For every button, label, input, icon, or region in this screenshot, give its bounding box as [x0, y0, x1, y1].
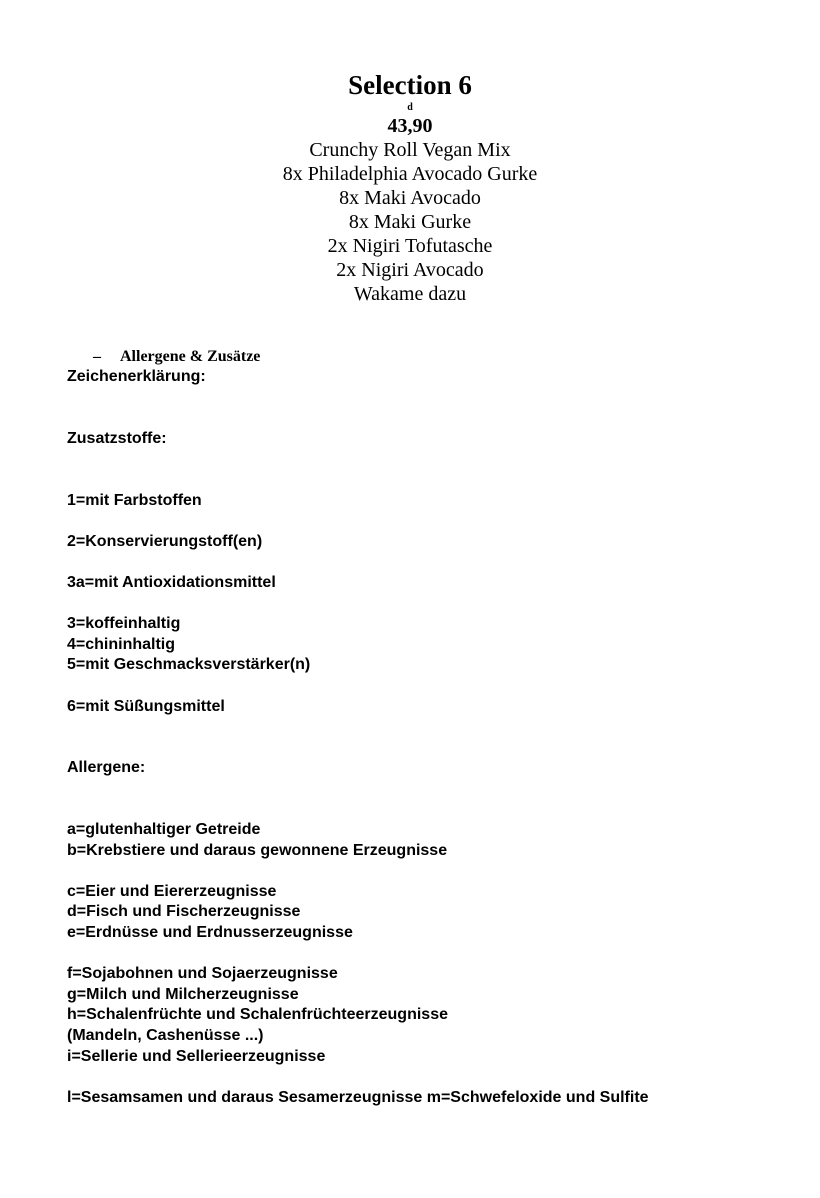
allergen-marker: d: [407, 102, 413, 113]
legend-block: [67, 367, 787, 1108]
spacer: [67, 717, 787, 738]
allergens-heading-text: Allergene & Zusätze: [120, 348, 261, 365]
allergen-entry: h=Schalenfrüchte und Schalenfrüchteerzeugnisse: [67, 1006, 448, 1024]
additive-entry: 1=mit Farbstoffen: [67, 491, 202, 509]
spacer: [67, 1067, 787, 1088]
additive-entry: 2=Konservierungstoff(en): [67, 532, 263, 550]
list-dash: –: [93, 348, 101, 365]
additive-entry: 5=mit Geschmacksverstärker(n): [67, 656, 311, 674]
additive-entry: 6=mit Süßungsmittel: [67, 697, 225, 715]
menu-content-item: 2x Nigiri Tofutasche: [327, 235, 493, 257]
allergen-entry: f=Sojabohnen und Sojaerzeugnisse: [67, 965, 338, 983]
spacer: [67, 861, 787, 882]
spacer: [67, 944, 787, 965]
menu-content-item: 8x Maki Avocado: [339, 187, 481, 209]
menu-content-item: 8x Maki Gurke: [348, 211, 472, 233]
spacer: [67, 738, 787, 759]
spacer: [67, 799, 787, 820]
menu-content-item: Wakame dazu: [353, 283, 467, 305]
menu-content-item: 2x Nigiri Avocado: [336, 259, 484, 281]
additive-entry: 4=chininhaltig: [67, 635, 176, 653]
allergen-entry: d=Fisch und Fischerzeugnisse: [67, 903, 301, 921]
spacer: [67, 408, 787, 429]
menu-price: 43,90: [387, 115, 433, 137]
menu-item-header: [0, 68, 820, 306]
allergen-entry: g=Milch und Milcherzeugnisse: [67, 985, 299, 1003]
allergen-entry: e=Erdnüsse und Erdnusserzeugnisse: [67, 924, 353, 942]
menu-contents-list: [0, 138, 820, 306]
spacer: [67, 470, 787, 491]
allergen-entry: l=Sesamsamen und daraus Sesamerzeugnisse m=Schwefeloxide und Sulfite: [67, 1088, 649, 1106]
allergens-section-heading: [93, 347, 260, 367]
allergen-entry: c=Eier und Eiererzeugnisse: [67, 882, 277, 900]
legend-title: Zeichenerklärung:: [67, 368, 206, 385]
additives-heading: Zusatzstoffe:: [67, 429, 167, 447]
allergen-entry: a=glutenhaltiger Getreide: [67, 821, 261, 839]
allergen-entry: (Mandeln, Cashenüsse ...): [67, 1027, 264, 1044]
spacer: [67, 779, 787, 800]
allergen-entry: i=Sellerie und Sellerieerzeugnisse: [67, 1047, 326, 1065]
spacer: [67, 552, 787, 573]
menu-content-item: Crunchy Roll Vegan Mix: [309, 139, 511, 161]
spacer: [67, 449, 787, 470]
additive-entry: 3a=mit Antioxidationsmittel: [67, 573, 276, 591]
spacer: [67, 388, 787, 409]
spacer: [67, 594, 787, 615]
menu-title: Selection 6: [348, 70, 472, 100]
allergens-heading: Allergene:: [67, 759, 146, 777]
menu-content-item: 8x Philadelphia Avocado Gurke: [282, 163, 538, 185]
spacer: [67, 676, 787, 697]
spacer: [67, 511, 787, 532]
allergen-entry: b=Krebstiere und daraus gewonnene Erzeugnisse: [67, 841, 448, 859]
additive-entry: 3=koffeinhaltig: [67, 615, 181, 633]
